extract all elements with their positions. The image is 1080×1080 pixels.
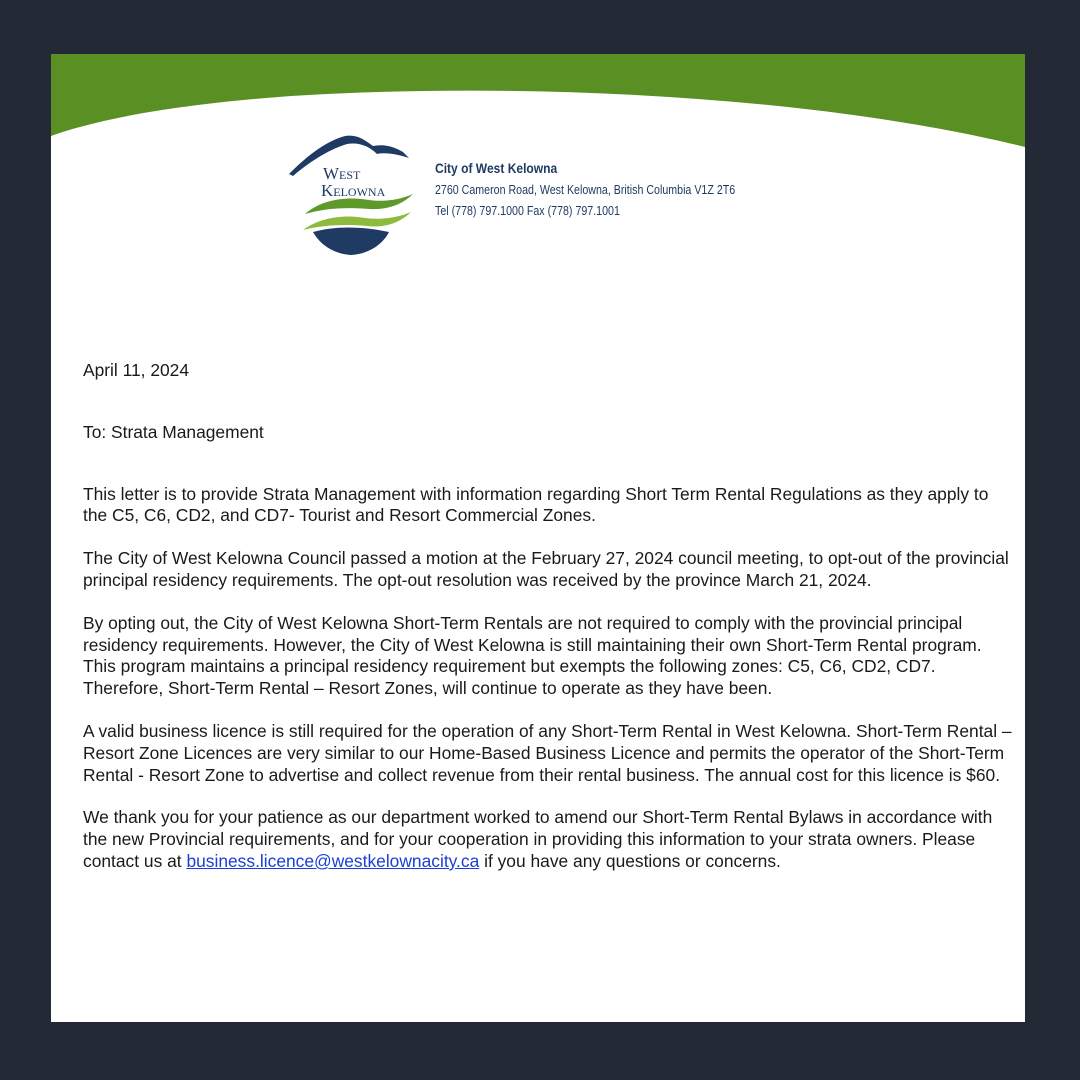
paragraph-council-motion: The City of West Kelowna Council passed a motion at the February 27, 2024 council meeting, to opt-out of the provincial principal residency requirements. The opt-out resolution was received by the province March 21, 2024.: [83, 548, 1009, 590]
closing-text-after-email: if you have any questions or concerns.: [479, 850, 781, 871]
letter-date: April 11, 2024: [83, 360, 190, 380]
closing-text-before-email: We thank you for your patience as our department worked to amend our Short-Term Rental Bylaws in accordance with the new Provincial requirements, and for your cooperation in providing this information to your strata owners. Please contact us at: [83, 807, 993, 871]
paragraph-closing: [83, 807, 1013, 872]
letter-body: [83, 360, 1013, 873]
logo-text-kelowna: Kelowna: [321, 181, 386, 200]
logo-navy-lake: [313, 228, 389, 256]
paragraph-business-licence: A valid business licence is still required for the operation of any Short-Term Rental in West Kelowna. Short-Term Rental – Resort Zone Licences are very similar to our Home-Based Business Licence and permits the operator of the Short-Term Rental - Resort Zone to advertise and collect revenue from their rental business. The annual cost for this licence is $60.: [83, 720, 1012, 785]
letterhead-contact-block: [435, 158, 801, 221]
paragraph-purpose: This letter is to provide Strata Management with information regarding Short Term Rental Regulations as they apply to the C5, C6, CD2, and CD7- Tourist and Resort Commercial Zones.: [83, 483, 989, 526]
org-phone-fax: Tel (778) 797.1000 Fax (778) 797.1001: [435, 203, 620, 218]
west-kelowna-logo: [285, 132, 415, 258]
paragraph-opt-out-effect: By opting out, the City of West Kelowna Short-Term Rentals are not required to comply with the provincial principal residency requirements. However, the City of West Kelowna is still maintaining their own Short-Term Rental program. This program maintains a principal residency requirement but exempts the following zones: C5, C6, CD2, CD7. Therefore, Short-Term Rental – Resort Zones, will continue to operate as they have been.: [83, 612, 982, 699]
logo-text-west: West: [323, 164, 361, 183]
contact-email-link[interactable]: business.licence@westkelownacity.ca: [186, 850, 480, 871]
org-address: 2760 Cameron Road, West Kelowna, British Columbia V1Z 2T6: [435, 182, 736, 197]
letter-recipient: To: Strata Management: [83, 421, 264, 442]
header-green-swoosh: [51, 54, 1025, 164]
header-swoosh-shape: [51, 54, 1025, 147]
logo-green-wave-lower: [303, 212, 411, 230]
org-name: City of West Kelowna: [435, 160, 558, 176]
letter-page: [51, 54, 1025, 1022]
